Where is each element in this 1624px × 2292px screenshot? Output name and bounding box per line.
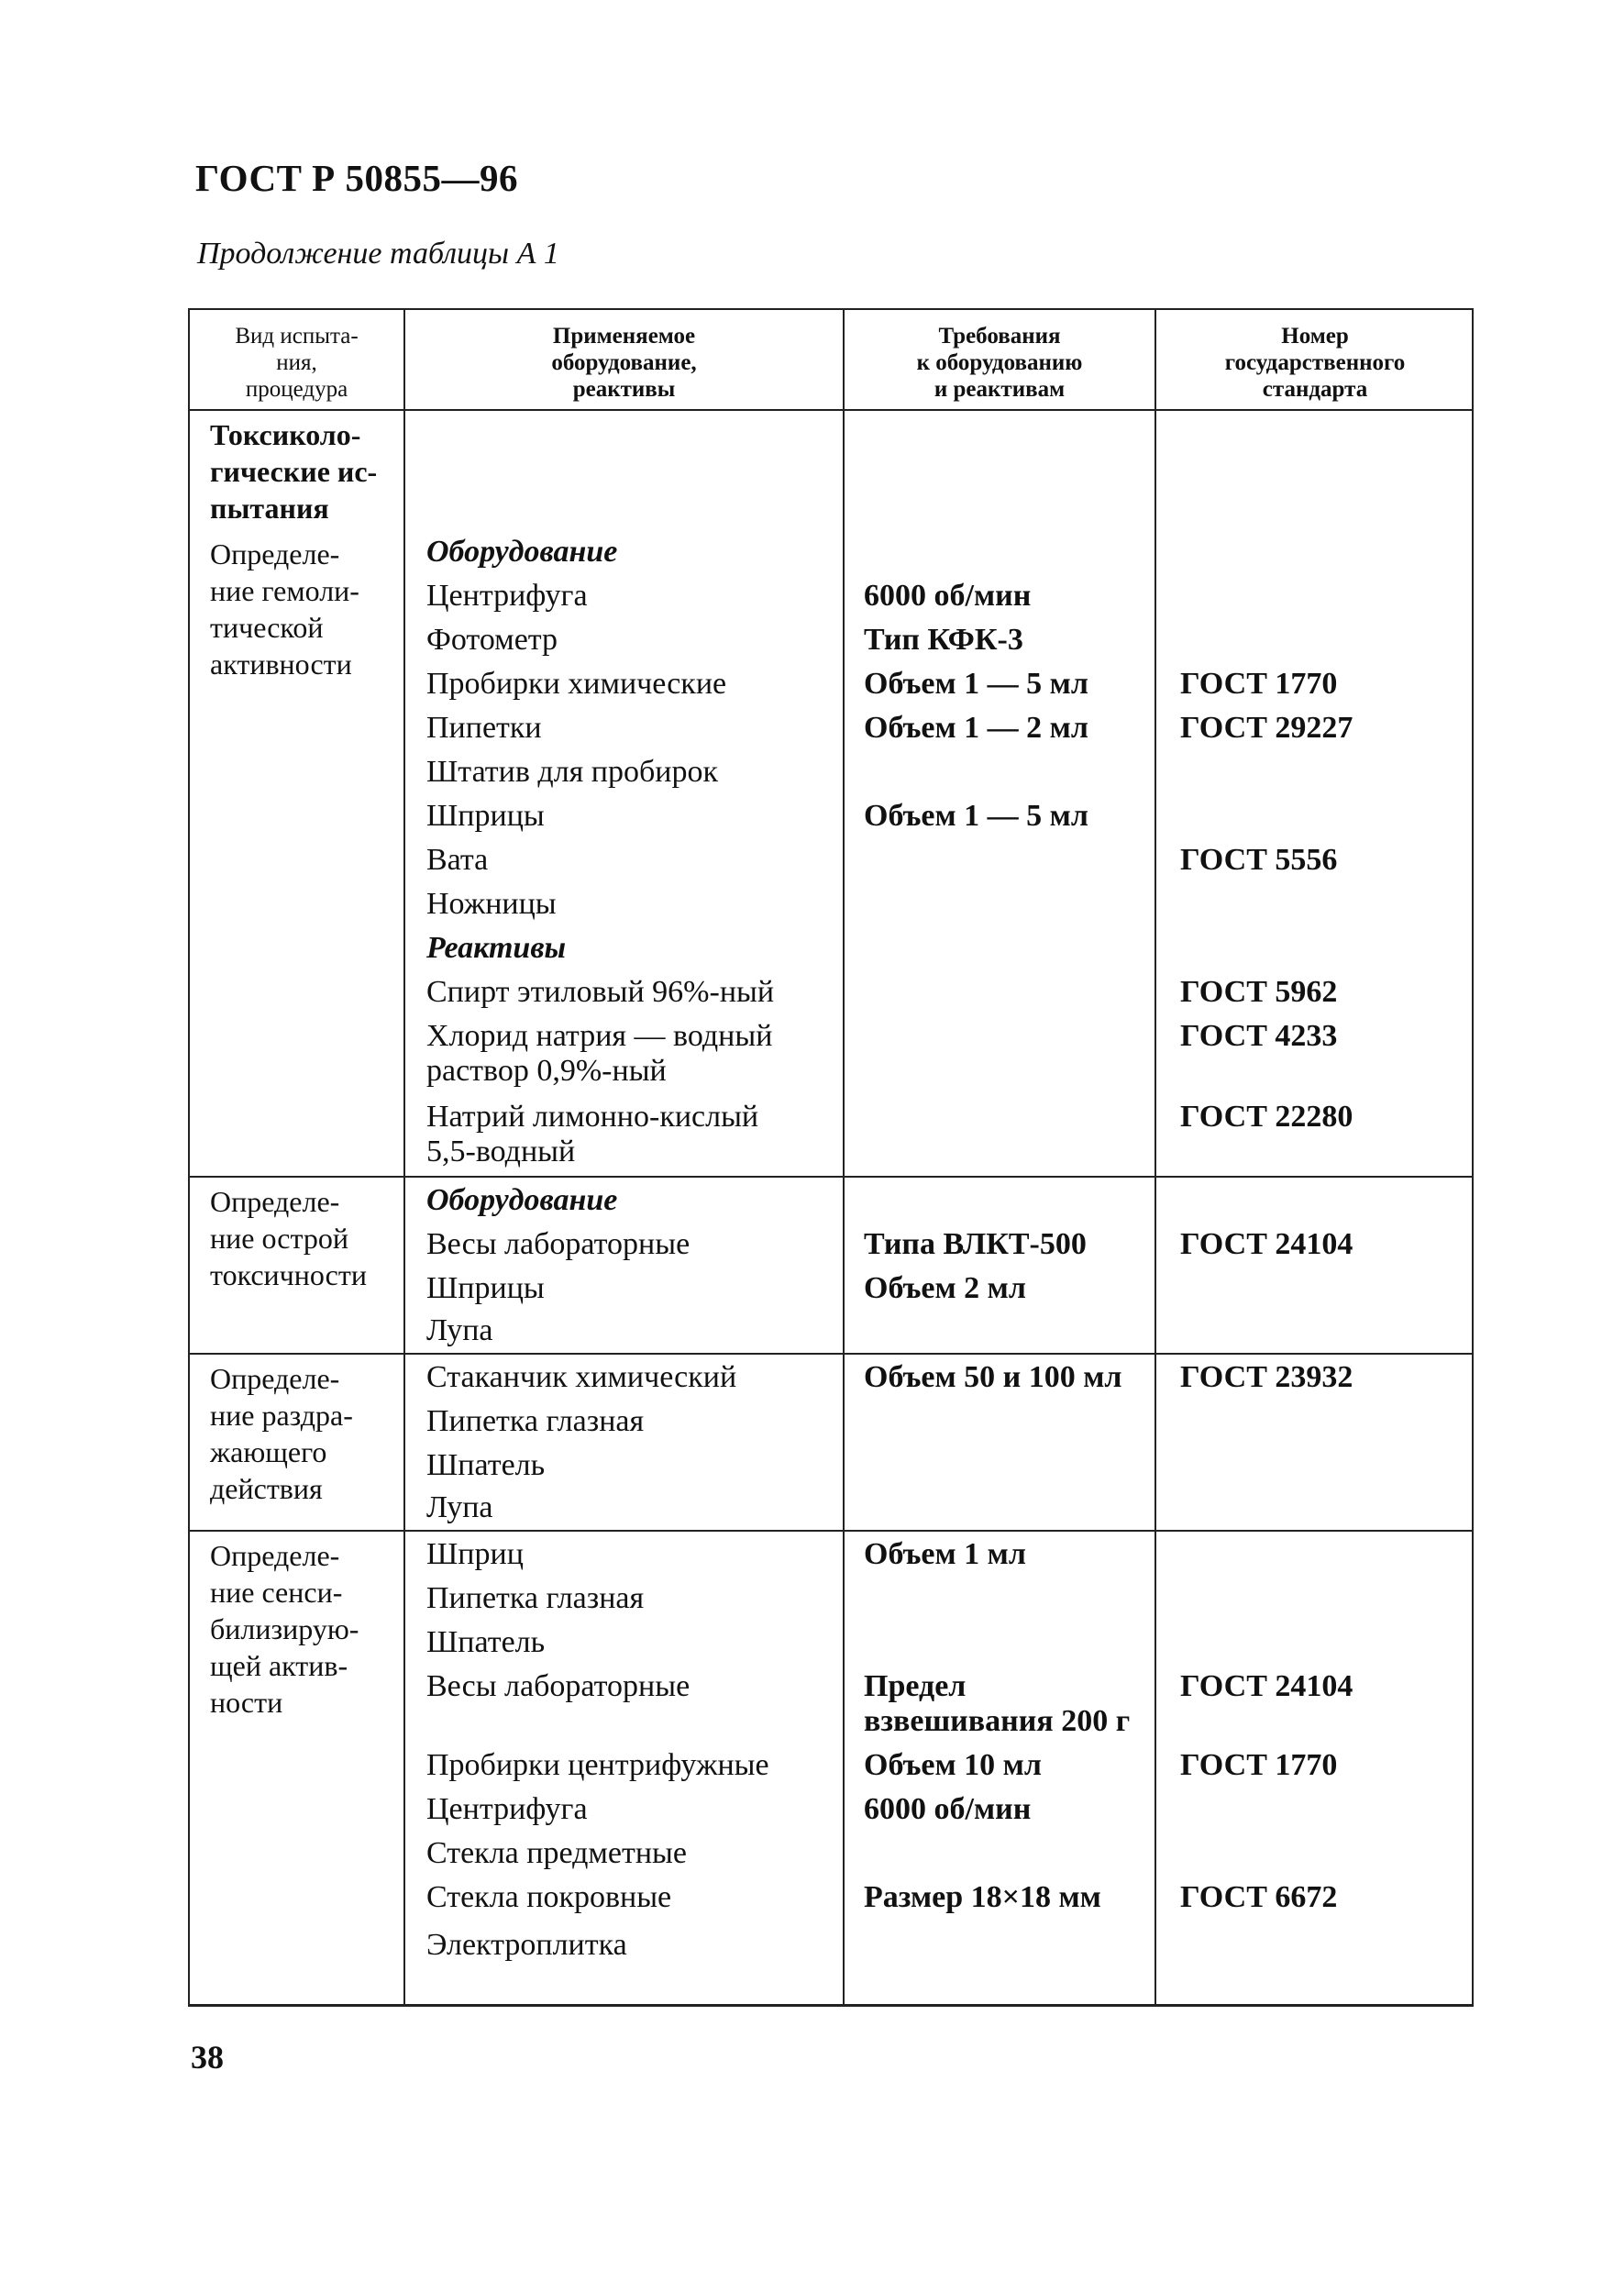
equipment-item: Шпатель [426, 1448, 546, 1482]
requirement-value: Объем 1 — 2 мл [864, 711, 1088, 745]
equipment-item: Стаканчик химический [426, 1360, 737, 1394]
standard-number: ГОСТ 23932 [1180, 1360, 1353, 1394]
requirement-value: 6000 об/мин [864, 579, 1032, 613]
standard-number: ГОСТ 1770 [1180, 1748, 1338, 1782]
requirement-value: Объем 1 — 5 мл [864, 799, 1088, 833]
equipment-item-cont: раствор 0,9%-ный [426, 1054, 667, 1088]
section-divider [190, 1530, 1472, 1532]
procedure-label: Определе- ние гемоли- тической активности [210, 537, 359, 681]
equipment-item: Весы лабораторные [426, 1669, 690, 1703]
standard-number: ГОСТ 22280 [1180, 1100, 1353, 1134]
requirement-value: Объем 2 мл [864, 1271, 1026, 1305]
equipment-item: Шпатель [426, 1625, 546, 1659]
equipment-item: Центрифуга [426, 579, 588, 613]
equipment-heading: Оборудование [426, 535, 618, 569]
header-equipment: Применяемое оборудование, реактивы [551, 323, 697, 402]
equipment-item: Стекла покровные [426, 1880, 672, 1914]
equipment-item: Шприцы [426, 799, 545, 833]
equipment-item: Весы лабораторные [426, 1227, 690, 1261]
header-divider [190, 409, 1472, 411]
equipment-item: Хлорид натрия — водный [426, 1019, 773, 1053]
equipment-item: Вата [426, 843, 489, 877]
equipment-item: Пробирки центрифужные [426, 1748, 769, 1782]
equipment-item: Электроплитка [426, 1928, 627, 1962]
requirement-value: Объем 50 и 100 мл [864, 1360, 1122, 1394]
requirements-table [188, 308, 1474, 2007]
header-requirements: Требования к оборудованию и реактивам [916, 323, 1083, 402]
equipment-item: Фотометр [426, 623, 558, 657]
equipment-item: Штатив для пробирок [426, 755, 719, 789]
equipment-heading: Оборудование [426, 1183, 618, 1217]
equipment-item: Лупа [426, 1490, 493, 1524]
header-procedure: Вид испыта- ния, процедура [235, 323, 359, 402]
equipment-item: Шприцы [426, 1271, 545, 1305]
requirement-value: Объем 1 мл [864, 1537, 1026, 1571]
equipment-item-cont: 5,5-водный [426, 1135, 576, 1168]
requirement-value: Объем 1 — 5 мл [864, 667, 1088, 701]
equipment-item: Пипетка глазная [426, 1581, 645, 1615]
table-caption: Продолжение таблицы А 1 [197, 237, 559, 271]
equipment-item: Спирт этиловый 96%-ный [426, 975, 775, 1009]
requirement-value: 6000 об/мин [864, 1792, 1032, 1826]
procedure-label: Определе- ние острой токсичности [210, 1185, 367, 1291]
standard-number: ГОСТ 5962 [1180, 975, 1338, 1009]
document-code: ГОСТ Р 50855—96 [195, 157, 518, 199]
header-standard: Номер государственного стандарта [1224, 323, 1406, 402]
requirement-value: Размер 18×18 мм [864, 1880, 1101, 1914]
column-divider [1154, 310, 1156, 2004]
reagents-heading: Реактивы [426, 931, 567, 965]
equipment-item: Натрий лимонно-кислый [426, 1100, 759, 1134]
equipment-item: Лупа [426, 1313, 493, 1347]
equipment-item: Стекла предметные [426, 1836, 687, 1870]
requirement-value: Типа ВЛКТ-500 [864, 1227, 1087, 1261]
standard-number: ГОСТ 5556 [1180, 843, 1338, 877]
equipment-item: Центрифуга [426, 1792, 588, 1826]
section-divider [190, 1176, 1472, 1178]
standard-number: ГОСТ 1770 [1180, 667, 1338, 701]
equipment-item: Шприц [426, 1537, 524, 1571]
section-title: Токсиколо- гические ис- пытания [210, 418, 378, 525]
equipment-item: Пипетки [426, 711, 542, 745]
standard-number: ГОСТ 4233 [1180, 1019, 1338, 1053]
standard-number: ГОСТ 29227 [1180, 711, 1353, 745]
equipment-item: Пипетка глазная [426, 1404, 645, 1438]
requirement-value-cont: взвешивания 200 г [864, 1704, 1131, 1738]
requirement-value: Предел [864, 1669, 967, 1703]
section-divider [190, 1353, 1472, 1355]
equipment-item: Пробирки химические [426, 667, 727, 701]
equipment-item: Ножницы [426, 887, 557, 921]
procedure-label: Определе- ние раздра- жающего действия [210, 1362, 353, 1505]
column-divider [843, 310, 845, 2004]
standard-number: ГОСТ 6672 [1180, 1880, 1338, 1914]
requirement-value: Тип КФК-3 [864, 623, 1023, 657]
page-number: 38 [191, 2039, 224, 2076]
column-divider [403, 310, 405, 2004]
requirement-value: Объем 10 мл [864, 1748, 1042, 1782]
procedure-label: Определе- ние сенси- билизирую- щей актив- ности [210, 1539, 359, 1719]
standard-number: ГОСТ 24104 [1180, 1227, 1353, 1261]
standard-number: ГОСТ 24104 [1180, 1669, 1353, 1703]
